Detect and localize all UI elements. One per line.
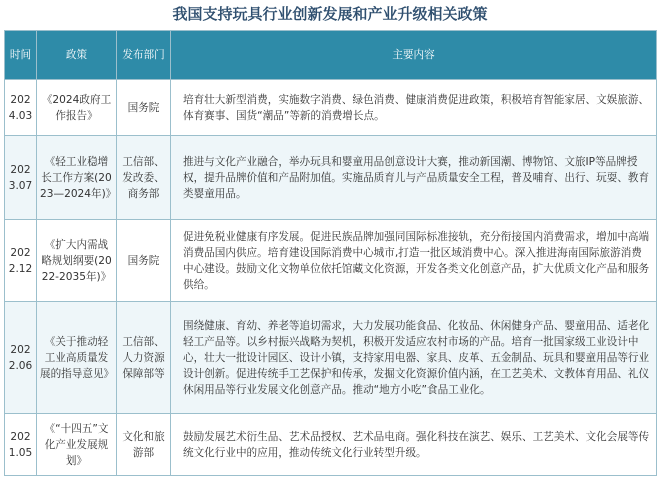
cell-content: 推进与文化产业融合，举办玩具和婴童用品创意设计大赛，推动新国潮、博物馆、文旅IP等品牌授权，提升品牌价值和产品附加值。实施品质育儿与产品质量安全工程，普及哺育、出行、玩耍、教育类婴童用品。 — [171, 136, 657, 220]
header-content: 主要内容 — [171, 31, 657, 80]
header-dept: 发布部门 — [117, 31, 171, 80]
cell-content: 鼓励发展艺术衍生品、艺术品授权、艺术品电商。强化科技在演艺、娱乐、工艺美术、文化会展等传统文化行业中的应用，推动传统文化行业转型升级。 — [171, 414, 657, 476]
table-row — [5, 80, 657, 136]
header-time: 时间 — [5, 31, 37, 80]
table-row — [5, 302, 657, 414]
cell-content: 围绕健康、育幼、养老等追切需求，大力发展功能食品、化妆品、休闲健身产品、婴童用品、适老化轻工产品等。以乡村振兴战略为契机，积极开发适应农村市场的产品。培育一批国家级工业设计中心，壮大一批设计园区、设计小镇，支持家用电器、家具、皮革、五金制品、玩具和婴童用品等行业设计创新。促进传统手工艺保护和传承，发掘文化资源价值内涵，在工艺美术、文教体育用品、礼仪休闲用品等行业发展文化创意产品。推动“地方小吃”食品工业化。 — [171, 302, 657, 414]
cell-policy: 《轻工业稳增长工作方案(2023—2024年)》 — [37, 136, 117, 220]
table-header-row — [5, 31, 657, 80]
cell-time: 2024.03 — [5, 80, 37, 136]
cell-dept: 工信部、人力资源保障部等 — [117, 302, 171, 414]
table-row — [5, 220, 657, 302]
cell-policy: 《2024政府工作报告》 — [37, 80, 117, 136]
table-row — [5, 136, 657, 220]
cell-time: 2023.07 — [5, 136, 37, 220]
cell-time: 2022.06 — [5, 302, 37, 414]
cell-dept: 国务院 — [117, 220, 171, 302]
table-row — [5, 414, 657, 476]
cell-time: 2022.12 — [5, 220, 37, 302]
cell-content: 促进免税业健康有序发展。促进民族品牌加强同国际标准接轨，充分衔接国内消费需求，增加中高端消费品国内供应。培育建设国际消费中心城市,打造一批区域消费中心。深入推进海南国际旅游消费中心建设。鼓励文化文物单位依托馆藏文化资源，开发各类文化创意产品，扩大优质文化产品和服务供给。 — [171, 220, 657, 302]
cell-dept: 国务院 — [117, 80, 171, 136]
table-title: 我国支持玩具行业创新发展和产业升级相关政策 — [172, 5, 488, 23]
cell-dept: 工信部、发改委、商务部 — [117, 136, 171, 220]
cell-policy: 《扩大内需战略规划纲要(2022-2035年)》 — [37, 220, 117, 302]
cell-dept: 文化和旅游部 — [117, 414, 171, 476]
cell-policy: 《“十四五”文化产业发展规划》 — [37, 414, 117, 476]
cell-content: 培育壮大新型消费，实施数字消费、绿色消费、健康消费促进政策，积极培育智能家居、文娱旅游、体育赛事、国货“潮品”等新的消费增长点。 — [171, 80, 657, 136]
cell-time: 2021.05 — [5, 414, 37, 476]
policy-table — [4, 30, 657, 476]
header-policy: 政策 — [37, 31, 117, 80]
cell-policy: 《关于推动轻工业高质量发展的指导意见》 — [37, 302, 117, 414]
